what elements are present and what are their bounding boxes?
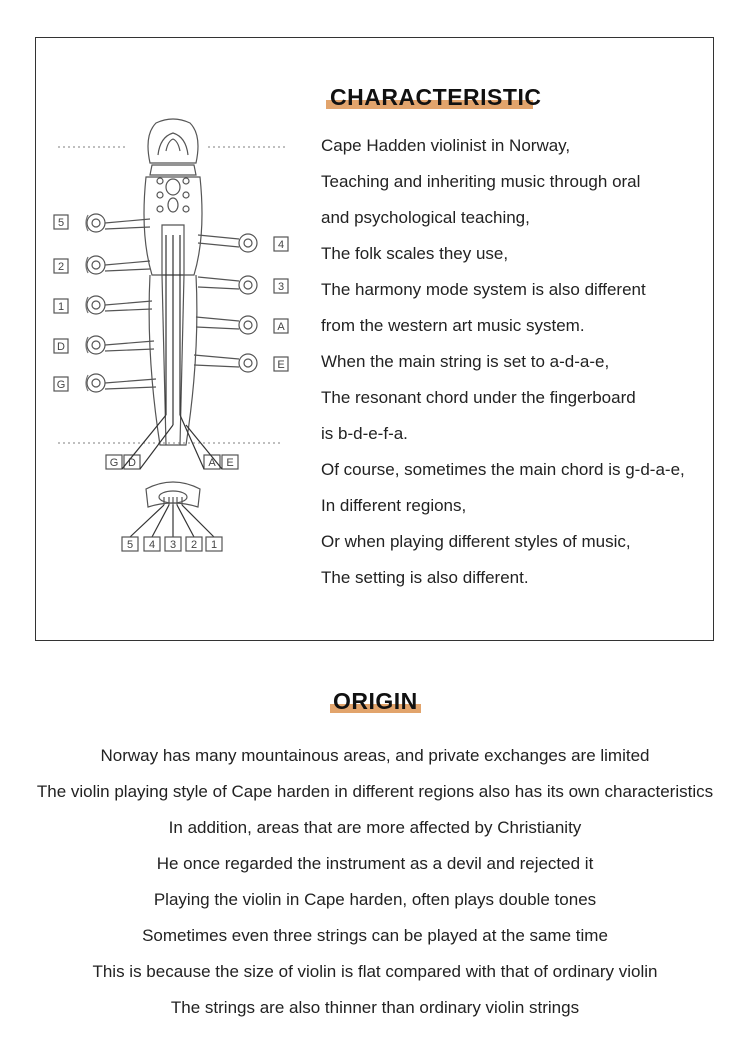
origin-line: In addition, areas that are more affected by Christianity xyxy=(168,818,582,837)
characteristic-heading-text: CHARACTERISTIC xyxy=(330,84,542,110)
characteristic-line: When the main string is set to a-d-a-e, xyxy=(321,352,610,371)
characteristic-line: and psychological teaching, xyxy=(321,208,530,227)
bottom-label-g: G xyxy=(109,457,119,469)
origin-line: The strings are also thinner than ordinary violin strings xyxy=(170,998,580,1017)
bottom-letter-boxes xyxy=(106,455,238,469)
characteristic-line: Teaching and inheriting music through oral xyxy=(321,172,641,191)
hardanger-fiddle-peg-diagram xyxy=(48,115,298,565)
characteristic-line: from the western art music system. xyxy=(321,316,585,335)
characteristic-text xyxy=(321,128,685,596)
scroll-head xyxy=(148,119,198,175)
peg-label-right-1: 4 xyxy=(277,239,285,251)
origin-line: The violin playing style of Cape harden in different regions also has its own characteristics xyxy=(36,782,714,801)
bottom-label-e: E xyxy=(226,457,234,469)
peg-label-left-4: D xyxy=(57,341,65,353)
origin-heading xyxy=(333,688,418,715)
peg-label-left-1: 5 xyxy=(57,217,65,229)
characteristic-line: The resonant chord under the fingerboard xyxy=(321,388,636,407)
peg-label-left-3: 1 xyxy=(57,301,65,313)
characteristic-line: In different regions, xyxy=(321,496,467,515)
bottom-label-a: A xyxy=(208,457,216,469)
characteristic-heading xyxy=(330,84,541,111)
origin-line: Norway has many mountainous areas, and private exchanges are limited xyxy=(100,746,650,765)
origin-line: Playing the violin in Cape harden, often plays double tones xyxy=(153,890,597,909)
right-peg-labels xyxy=(274,237,288,371)
characteristic-line: Of course, sometimes the main chord is g-d-a-e, xyxy=(321,460,685,479)
bridge xyxy=(146,482,200,507)
neck xyxy=(149,235,197,445)
origin-line: This is because the size of violin is flat compared with that of ordinary violin xyxy=(92,962,658,981)
bottom-number-3: 3 xyxy=(169,539,177,551)
peg-label-right-2: 3 xyxy=(277,281,285,293)
peg-label-right-3: A xyxy=(277,321,285,333)
peg-label-right-4: E xyxy=(277,359,285,371)
characteristic-line: Or when playing different styles of music, xyxy=(321,532,631,551)
bottom-label-d: D xyxy=(128,457,136,469)
bottom-number-1: 1 xyxy=(210,539,218,551)
peg-label-left-2: 2 xyxy=(57,261,65,273)
peg-label-left-5: G xyxy=(56,379,66,391)
origin-line: Sometimes even three strings can be played at the same time xyxy=(142,926,608,945)
characteristic-line: The folk scales they use, xyxy=(321,244,509,263)
bottom-number-4: 4 xyxy=(148,539,156,551)
bottom-number-2: 2 xyxy=(190,539,198,551)
right-pegs xyxy=(194,234,257,372)
characteristic-line: Cape Hadden violinist in Norway, xyxy=(321,136,571,155)
characteristic-line: The setting is also different. xyxy=(321,568,529,587)
origin-heading-text: ORIGIN xyxy=(333,688,418,714)
characteristic-line: The harmony mode system is also different xyxy=(321,280,646,299)
origin-line: He once regarded the instrument as a devil and rejected it xyxy=(156,854,594,873)
characteristic-line: is b-d-e-f-a. xyxy=(321,424,408,443)
bottom-number-5: 5 xyxy=(126,539,134,551)
origin-text xyxy=(0,738,750,1026)
